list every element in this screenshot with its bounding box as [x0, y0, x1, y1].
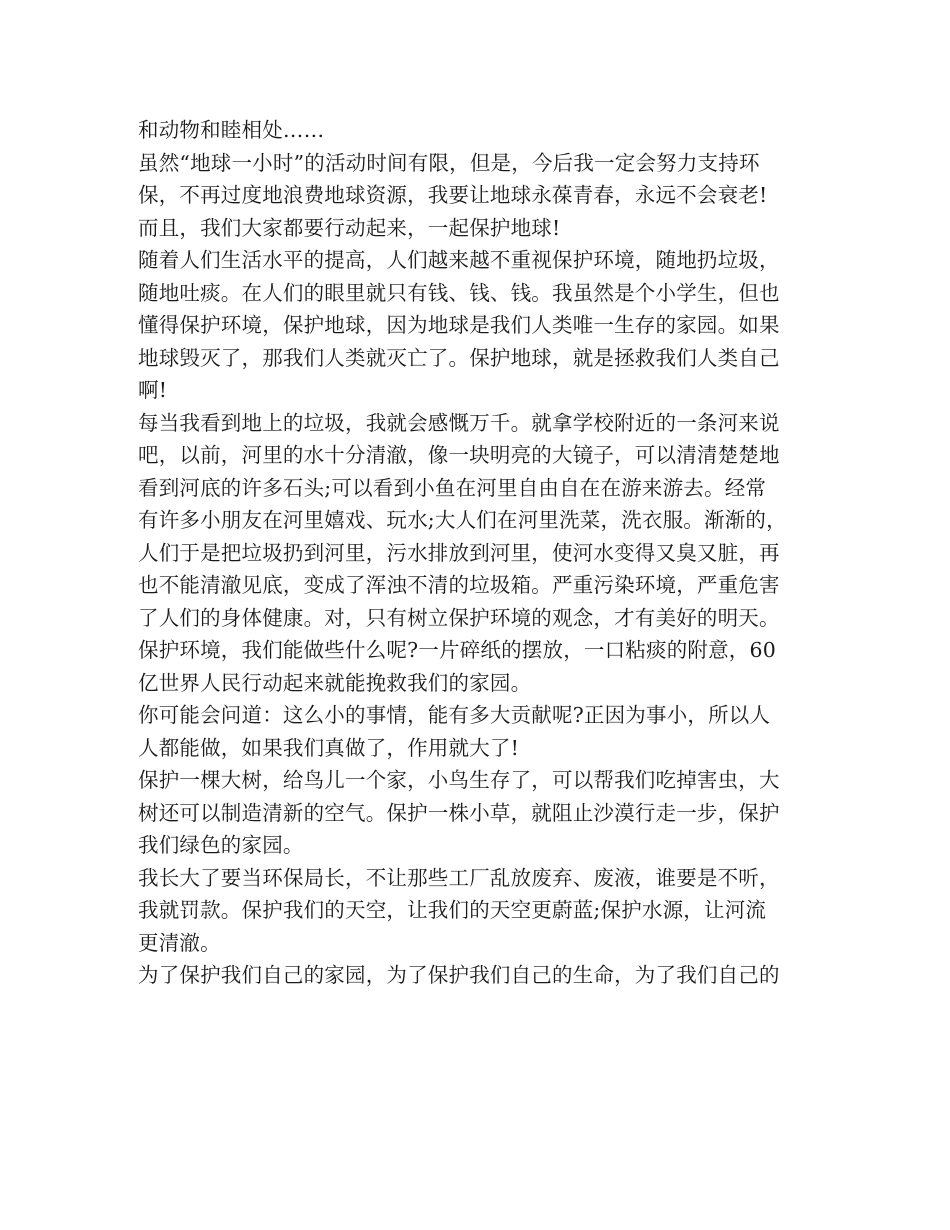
text-line: 亿世界人民行动起来就能挽救我们的家园。 — [138, 670, 532, 695]
text-line: 虽然“地球一小时”的活动时间有限，但是，今后我一定会努力支持环 — [138, 150, 760, 175]
text-line: 我长大了要当环保局长，不让那些工厂乱放废弃、废液，谁要是不听， — [138, 865, 780, 890]
text-line: 更清澈。 — [138, 930, 221, 955]
text-line: 树还可以制造清新的空气。保护一株小草，就阻止沙漠行走一步，保护 — [138, 800, 780, 825]
text-line: 有许多小朋友在河里嬉戏、玩水;大人们在河里洗菜，洗衣服。渐渐的， — [138, 508, 787, 532]
text-line: 懂得保护环境，保护地球，因为地球是我们人类唯一生存的家园。如果 — [138, 313, 780, 337]
text-line: 人都能做，如果我们真做了，作用就大了! — [138, 735, 520, 760]
text-line: 看到河底的许多石头;可以看到小鱼在河里自由自在在游来游去。经常 — [138, 475, 767, 500]
text-line: 啊! — [138, 378, 168, 402]
text-line: 人们于是把垃圾扔到河里，污水排放到河里，使河水变得又臭又脏，再 — [138, 540, 780, 565]
text-line: 而且，我们大家都要行动起来，一起保护地球! — [138, 215, 561, 240]
text-line: 每当我看到地上的垃圾，我就会感慨万千。就拿学校附近的一条河来说 — [138, 410, 780, 435]
text-line: 为了保护我们自己的家园，为了保护我们自己的生命，为了我们自己的 — [138, 963, 780, 987]
text-line: 了人们的身体健康。对，只有树立保护环境的观念，才有美好的明天。 — [138, 605, 780, 630]
text-line: 保，不再过度地浪费地球资源，我要让地球永葆青春，永远不会衰老! — [138, 183, 768, 207]
text-line: 随地吐痰。在人们的眼里就只有钱、钱、钱。我虽然是个小学生，但也 — [138, 280, 780, 305]
text-line: 吧，以前，河里的水十分清澈，像一块明亮的大镜子，可以清清楚楚地 — [138, 443, 780, 467]
text-line: 保护环境，我们能做些什么呢?一片碎纸的摆放，一口粘痰的附意，60 — [138, 638, 776, 662]
text-line: 我就罚款。保护我们的天空，让我们的天空更蔚蓝;保护水源，让河流 — [138, 898, 767, 922]
text-line: 地球毁灭了，那我们人类就灭亡了。保护地球，就是拯救我们人类自己 — [138, 345, 780, 370]
text-line: 我们绿色的家园。 — [138, 833, 304, 857]
document-body — [138, 114, 828, 992]
text-line: 和动物和睦相处…… — [138, 118, 325, 142]
text-line: 保护一棵大树，给鸟儿一个家，小鸟生存了，可以帮我们吃掉害虫，大 — [138, 768, 780, 792]
text-line: 也不能清澈见底，变成了浑浊不清的垃圾箱。严重污染环境，严重危害 — [138, 573, 780, 597]
text-line: 你可能会问道：这么小的事情，能有多大贡献呢?正因为事小，所以人 — [138, 703, 771, 727]
text-line: 随着人们生活水平的提高，人们越来越不重视保护环境，随地扔垃圾， — [138, 248, 780, 272]
